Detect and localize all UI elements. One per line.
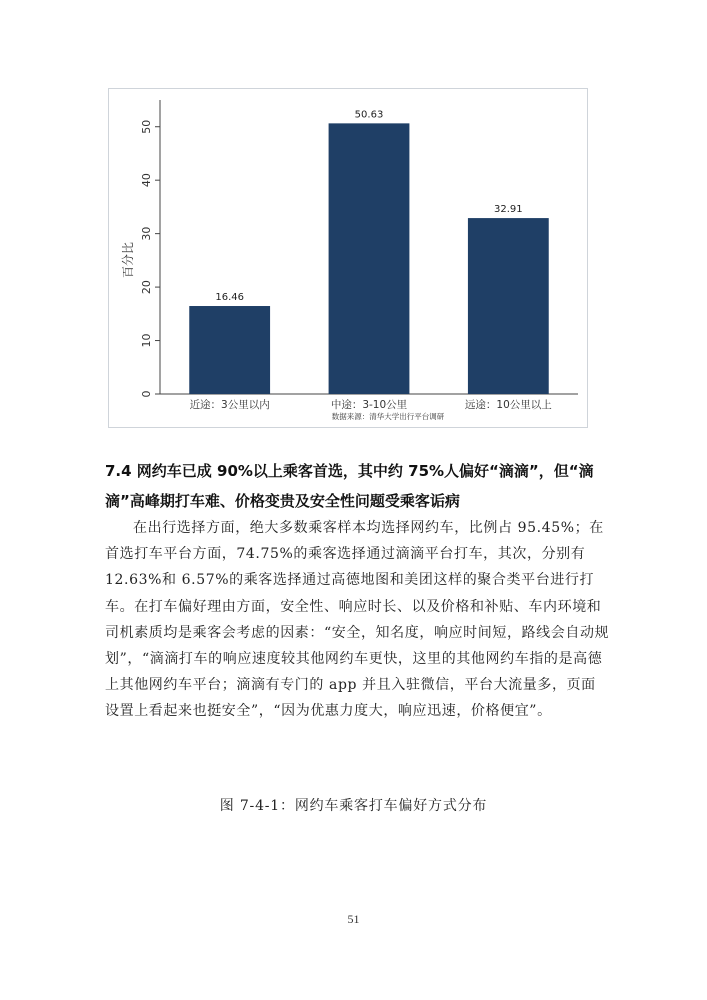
body-paragraph [105, 515, 610, 725]
x-category-label: 近途：3公里以内 [189, 399, 270, 411]
y-tick-label: 30 [140, 226, 153, 241]
bar-chart [108, 88, 588, 428]
figure-caption: 图 7-4-1：网约车乘客打车偏好方式分布 [219, 798, 488, 814]
bar [189, 306, 270, 394]
x-category-label: 中途：3-10公里 [330, 399, 408, 411]
bar-data-label: 50.63 [354, 109, 384, 121]
y-tick-label: 0 [140, 390, 153, 398]
body-text: 在出行选择方面，绝大多数乘客样本均选择网约车，比例占 95.45%；在首选打车平台方面，74.75%的乘客选择通过滴滴平台打车，其次，分别有 12.63%和 6.57%的乘客选择通过高德地图和美团这样的聚合类平台进行打车。在打车偏好理由方面，安全性、响应时长、以及价格和补贴、车内环境和司机素质均是乘客会考虑的因素：“安全，知名度，响应时间短，路线会自动规划”，“滴滴打车的响应速度较其他网约车更快，这里的其他网约车指的是高德上其他网约车平台；滴滴有专门的 app 并且入驻微信，平台大流量多，页面设置上看起来也挺安全”，“因为优惠力度大，响应迅速，价格便宜”。 [105, 520, 610, 720]
bar [329, 123, 410, 394]
section-heading: 7.4 网约车已成 90%以上乘客首选，其中约 75%人偏好“滴滴”，但“滴滴”高峰期打车难、价格变贵及安全性问题受乘客诟病 [105, 462, 594, 510]
bar-data-label: 32.91 [494, 204, 523, 216]
page-number: 51 [347, 912, 360, 926]
y-axis-title: 百分比 [121, 241, 135, 279]
y-tick-label: 40 [140, 173, 153, 188]
bar-data-label: 16.46 [215, 292, 244, 304]
y-tick-label: 10 [140, 333, 153, 348]
y-tick-label: 20 [140, 280, 153, 295]
bar [468, 218, 549, 394]
x-category-label: 远途：10公里以上 [464, 399, 552, 411]
source-note: 数据来源：清华大学出行平台调研 [331, 412, 445, 421]
y-tick-label: 50 [140, 119, 153, 134]
